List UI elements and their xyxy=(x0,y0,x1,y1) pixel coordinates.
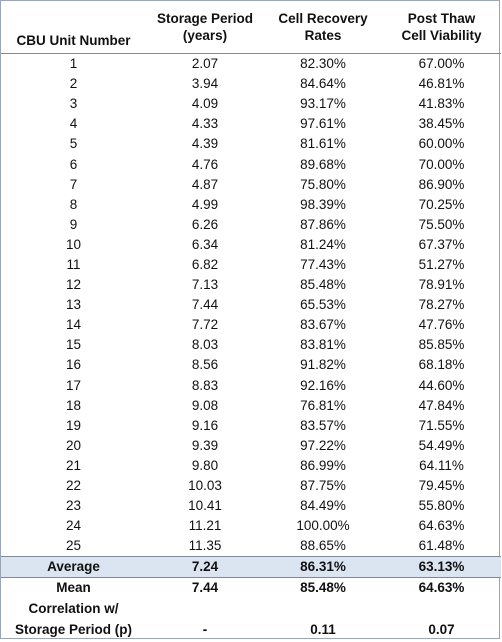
correlation-label: Correlation w/ Storage Period (p) xyxy=(1,598,146,642)
mean-label: Mean xyxy=(1,578,146,599)
table-row xyxy=(1,195,501,215)
cell-post-thaw-viability: 86.90% xyxy=(382,175,501,195)
cell-storage-period: 2.07 xyxy=(146,54,264,75)
cell-post-thaw-viability: 41.83% xyxy=(382,94,501,114)
cell-storage-period: 8.03 xyxy=(146,335,264,355)
cell-post-thaw-viability: 61.48% xyxy=(382,536,501,557)
cell-unit-number: 10 xyxy=(1,235,146,255)
correlation-cell-viability: 0.07 xyxy=(382,598,501,642)
cell-storage-period: 4.09 xyxy=(146,94,264,114)
cell-recovery-rate: 92.16% xyxy=(264,376,382,396)
cell-post-thaw-viability: 79.45% xyxy=(382,476,501,496)
header-row xyxy=(1,1,501,54)
table-row xyxy=(1,456,501,476)
cell-unit-number: 12 xyxy=(1,275,146,295)
cell-post-thaw-viability: 38.45% xyxy=(382,114,501,134)
table-row xyxy=(1,54,501,75)
average-label: Average xyxy=(1,557,146,578)
cell-post-thaw-viability: 44.60% xyxy=(382,376,501,396)
cell-unit-number: 13 xyxy=(1,295,146,315)
cell-unit-number: 9 xyxy=(1,215,146,235)
average-storage-period: 7.24 xyxy=(146,557,264,578)
table-row xyxy=(1,154,501,174)
table-row xyxy=(1,175,501,195)
table-row xyxy=(1,496,501,516)
cell-recovery-rate: 76.81% xyxy=(264,396,382,416)
cell-recovery-rate: 84.64% xyxy=(264,74,382,94)
cell-recovery-rate: 98.39% xyxy=(264,195,382,215)
cell-storage-period: 6.82 xyxy=(146,255,264,275)
correlation-cell-recovery: 0.11 xyxy=(264,598,382,642)
table-row xyxy=(1,235,501,255)
cell-recovery-rate: 82.30% xyxy=(264,54,382,75)
cell-recovery-rate: 86.99% xyxy=(264,456,382,476)
table-row xyxy=(1,94,501,114)
cell-post-thaw-viability: 78.27% xyxy=(382,295,501,315)
cell-unit-number: 21 xyxy=(1,456,146,476)
cell-recovery-rate: 83.67% xyxy=(264,315,382,335)
cell-post-thaw-viability: 67.00% xyxy=(382,54,501,75)
cell-unit-number: 4 xyxy=(1,114,146,134)
cell-storage-period: 4.33 xyxy=(146,114,264,134)
table-row xyxy=(1,215,501,235)
table-row xyxy=(1,255,501,275)
header-cbu-unit-number: CBU Unit Number xyxy=(1,1,146,54)
cell-unit-number: 7 xyxy=(1,175,146,195)
cell-post-thaw-viability: 70.00% xyxy=(382,154,501,174)
correlation-storage-period: - xyxy=(146,598,264,642)
cell-recovery-rate: 77.43% xyxy=(264,255,382,275)
cell-storage-period: 4.76 xyxy=(146,154,264,174)
cell-storage-period: 4.87 xyxy=(146,175,264,195)
cell-storage-period: 10.03 xyxy=(146,476,264,496)
cell-storage-period: 9.39 xyxy=(146,436,264,456)
cell-unit-number: 8 xyxy=(1,195,146,215)
header-post-thaw-cell-viability: Post Thaw Cell Viability xyxy=(382,1,501,54)
cell-storage-period: 7.72 xyxy=(146,315,264,335)
cell-post-thaw-viability: 47.84% xyxy=(382,396,501,416)
cell-recovery-rate: 87.86% xyxy=(264,215,382,235)
correlation-row xyxy=(1,598,501,642)
cell-unit-number: 14 xyxy=(1,315,146,335)
cell-recovery-rate: 93.17% xyxy=(264,94,382,114)
cell-unit-number: 5 xyxy=(1,134,146,154)
cell-unit-number: 20 xyxy=(1,436,146,456)
cell-post-thaw-viability: 78.91% xyxy=(382,275,501,295)
cell-recovery-rate: 88.65% xyxy=(264,536,382,557)
cell-unit-number: 18 xyxy=(1,396,146,416)
table-row xyxy=(1,355,501,375)
header-cell-recovery-rates: Cell Recovery Rates xyxy=(264,1,382,54)
table-row xyxy=(1,335,501,355)
cell-storage-period: 9.08 xyxy=(146,396,264,416)
table-row xyxy=(1,315,501,335)
cell-post-thaw-viability: 64.63% xyxy=(382,516,501,536)
cell-unit-number: 19 xyxy=(1,416,146,436)
cell-unit-number: 22 xyxy=(1,476,146,496)
table-row xyxy=(1,476,501,496)
table-row xyxy=(1,114,501,134)
table-row xyxy=(1,134,501,154)
table-row xyxy=(1,396,501,416)
cell-recovery-rate: 85.48% xyxy=(264,275,382,295)
cell-recovery-rate: 97.22% xyxy=(264,436,382,456)
cell-recovery-rate: 81.61% xyxy=(264,134,382,154)
cell-storage-period: 6.26 xyxy=(146,215,264,235)
cell-storage-period: 4.99 xyxy=(146,195,264,215)
cell-post-thaw-viability: 70.25% xyxy=(382,195,501,215)
table-row xyxy=(1,376,501,396)
header-storage-period: Storage Period (years) xyxy=(146,1,264,54)
cell-unit-number: 23 xyxy=(1,496,146,516)
cell-recovery-rate: 87.75% xyxy=(264,476,382,496)
cell-recovery-rate: 91.82% xyxy=(264,355,382,375)
cell-storage-period: 11.35 xyxy=(146,536,264,557)
cell-unit-number: 25 xyxy=(1,536,146,557)
table-row xyxy=(1,536,501,557)
cell-unit-number: 15 xyxy=(1,335,146,355)
cell-storage-period: 7.13 xyxy=(146,275,264,295)
cell-post-thaw-viability: 64.11% xyxy=(382,456,501,476)
cell-recovery-rate: 75.80% xyxy=(264,175,382,195)
cell-post-thaw-viability: 55.80% xyxy=(382,496,501,516)
table-row xyxy=(1,516,501,536)
mean-cell-recovery: 85.48% xyxy=(264,578,382,599)
cell-unit-number: 17 xyxy=(1,376,146,396)
cell-post-thaw-viability: 54.49% xyxy=(382,436,501,456)
cell-storage-period: 4.39 xyxy=(146,134,264,154)
cell-storage-period: 11.21 xyxy=(146,516,264,536)
cell-unit-number: 3 xyxy=(1,94,146,114)
mean-cell-viability: 64.63% xyxy=(382,578,501,599)
cell-unit-number: 6 xyxy=(1,154,146,174)
cell-post-thaw-viability: 71.55% xyxy=(382,416,501,436)
average-cell-recovery: 86.31% xyxy=(264,557,382,578)
cell-storage-period: 7.44 xyxy=(146,295,264,315)
table-row xyxy=(1,416,501,436)
cbu-storage-table xyxy=(1,1,501,642)
cell-post-thaw-viability: 67.37% xyxy=(382,235,501,255)
cell-unit-number: 1 xyxy=(1,54,146,75)
table-row xyxy=(1,275,501,295)
cell-recovery-rate: 83.81% xyxy=(264,335,382,355)
cell-recovery-rate: 81.24% xyxy=(264,235,382,255)
cell-post-thaw-viability: 47.76% xyxy=(382,315,501,335)
cell-post-thaw-viability: 68.18% xyxy=(382,355,501,375)
cell-recovery-rate: 84.49% xyxy=(264,496,382,516)
cell-recovery-rate: 100.00% xyxy=(264,516,382,536)
table-row xyxy=(1,295,501,315)
cell-storage-period: 10.41 xyxy=(146,496,264,516)
cell-recovery-rate: 89.68% xyxy=(264,154,382,174)
cell-storage-period: 9.80 xyxy=(146,456,264,476)
cell-unit-number: 16 xyxy=(1,355,146,375)
table-row xyxy=(1,436,501,456)
table-header xyxy=(1,1,501,54)
cell-post-thaw-viability: 46.81% xyxy=(382,74,501,94)
cell-post-thaw-viability: 51.27% xyxy=(382,255,501,275)
mean-storage-period: 7.44 xyxy=(146,578,264,599)
cell-storage-period: 8.83 xyxy=(146,376,264,396)
cell-post-thaw-viability: 85.85% xyxy=(382,335,501,355)
cell-storage-period: 3.94 xyxy=(146,74,264,94)
cell-recovery-rate: 97.61% xyxy=(264,114,382,134)
cell-storage-period: 8.56 xyxy=(146,355,264,375)
cell-unit-number: 11 xyxy=(1,255,146,275)
cell-unit-number: 24 xyxy=(1,516,146,536)
table-body xyxy=(1,54,501,642)
mean-row xyxy=(1,578,501,599)
cell-storage-period: 6.34 xyxy=(146,235,264,255)
cell-recovery-rate: 65.53% xyxy=(264,295,382,315)
cell-storage-period: 9.16 xyxy=(146,416,264,436)
average-row xyxy=(1,557,501,578)
cell-recovery-rate: 83.57% xyxy=(264,416,382,436)
cell-post-thaw-viability: 60.00% xyxy=(382,134,501,154)
average-cell-viability: 63.13% xyxy=(382,557,501,578)
cell-post-thaw-viability: 75.50% xyxy=(382,215,501,235)
table-row xyxy=(1,74,501,94)
cell-unit-number: 2 xyxy=(1,74,146,94)
